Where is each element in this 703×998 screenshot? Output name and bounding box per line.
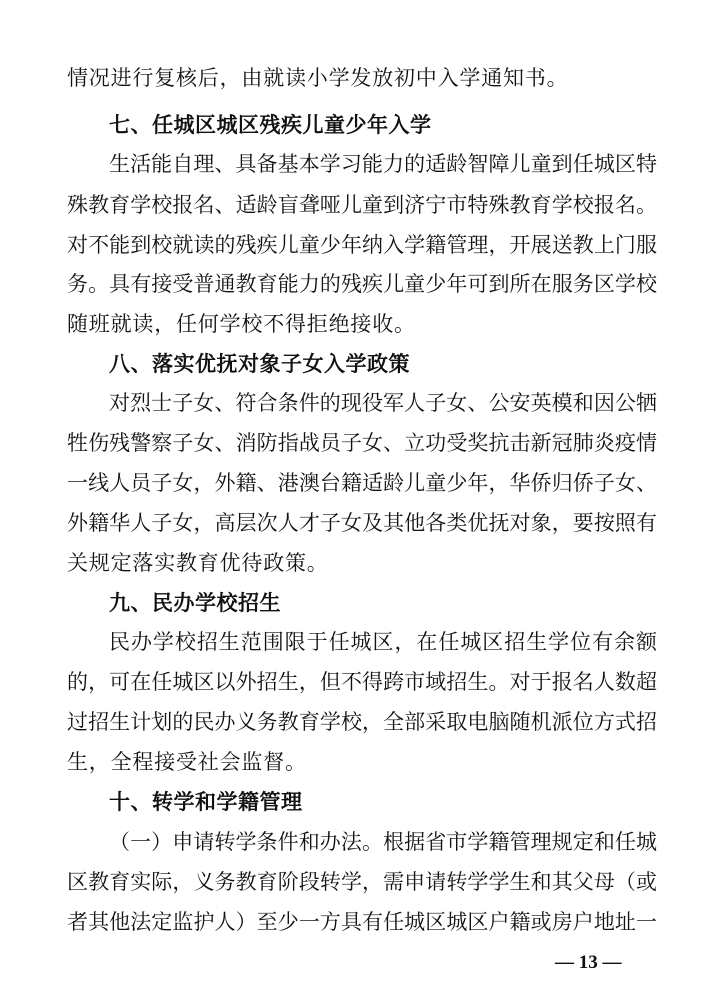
page-number: — 13 — <box>555 952 622 973</box>
paragraph-line: 殊教育学校报名、适龄盲聋哑儿童到济宁市特殊教育学校报名。 <box>67 193 657 217</box>
section-heading-8: 八、落实优抚对象子女入学政策 <box>109 352 410 376</box>
paragraph-line: 务。具有接受普通教育能力的残疾儿童少年可到所在服务区学校 <box>67 272 657 296</box>
paragraph-line: 的，可在任城区以外招生，但不得跨市域招生。对于报名人数超 <box>67 670 657 694</box>
paragraph-line: 关规定落实教育优待政策。 <box>67 551 329 575</box>
paragraph-line: 者其他法定监护人）至少一方具有任城区城区户籍或房户地址一 <box>67 910 657 934</box>
paragraph-line: 情况进行复核后，由就读小学发放初中入学通知书。 <box>67 66 569 90</box>
section-heading-10: 十、转学和学籍管理 <box>109 790 303 814</box>
paragraph-line: 对不能到校就读的残疾儿童少年纳入学籍管理，开展送教上门服 <box>67 233 657 257</box>
paragraph-line: （一）申请转学条件和办法。根据省市学籍管理规定和任城 <box>109 830 657 854</box>
section-heading-9: 九、民办学校招生 <box>109 591 281 615</box>
section-heading-7: 七、任城区城区残疾儿童少年入学 <box>109 113 432 137</box>
paragraph-line: 生，全程接受社会监督。 <box>67 750 307 774</box>
paragraph-line: 过招生计划的民办义务教育学校，全部采取电脑随机派位方式招 <box>67 710 657 734</box>
paragraph-line: 生活能自理、具备基本学习能力的适龄智障儿童到任城区特 <box>109 152 657 176</box>
paragraph-line: 外籍华人子女，高层次人才子女及其他各类优抚对象，要按照有 <box>67 511 657 535</box>
paragraph-line: 对烈士子女、符合条件的现役军人子女、公安英模和因公牺 <box>109 391 657 415</box>
paragraph-line: 区教育实际，义务教育阶段转学，需申请转学学生和其父母（或 <box>67 870 657 894</box>
paragraph-line: 随班就读，任何学校不得拒绝接收。 <box>67 312 416 336</box>
paragraph-line: 一线人员子女，外籍、港澳台籍适龄儿童少年，华侨归侨子女、 <box>67 471 657 495</box>
paragraph-line: 牲伤残警察子女、消防指战员子女、立功受奖抗击新冠肺炎疫情 <box>67 431 657 455</box>
paragraph-line: 民办学校招生范围限于任城区，在任城区招生学位有余额 <box>109 630 657 654</box>
